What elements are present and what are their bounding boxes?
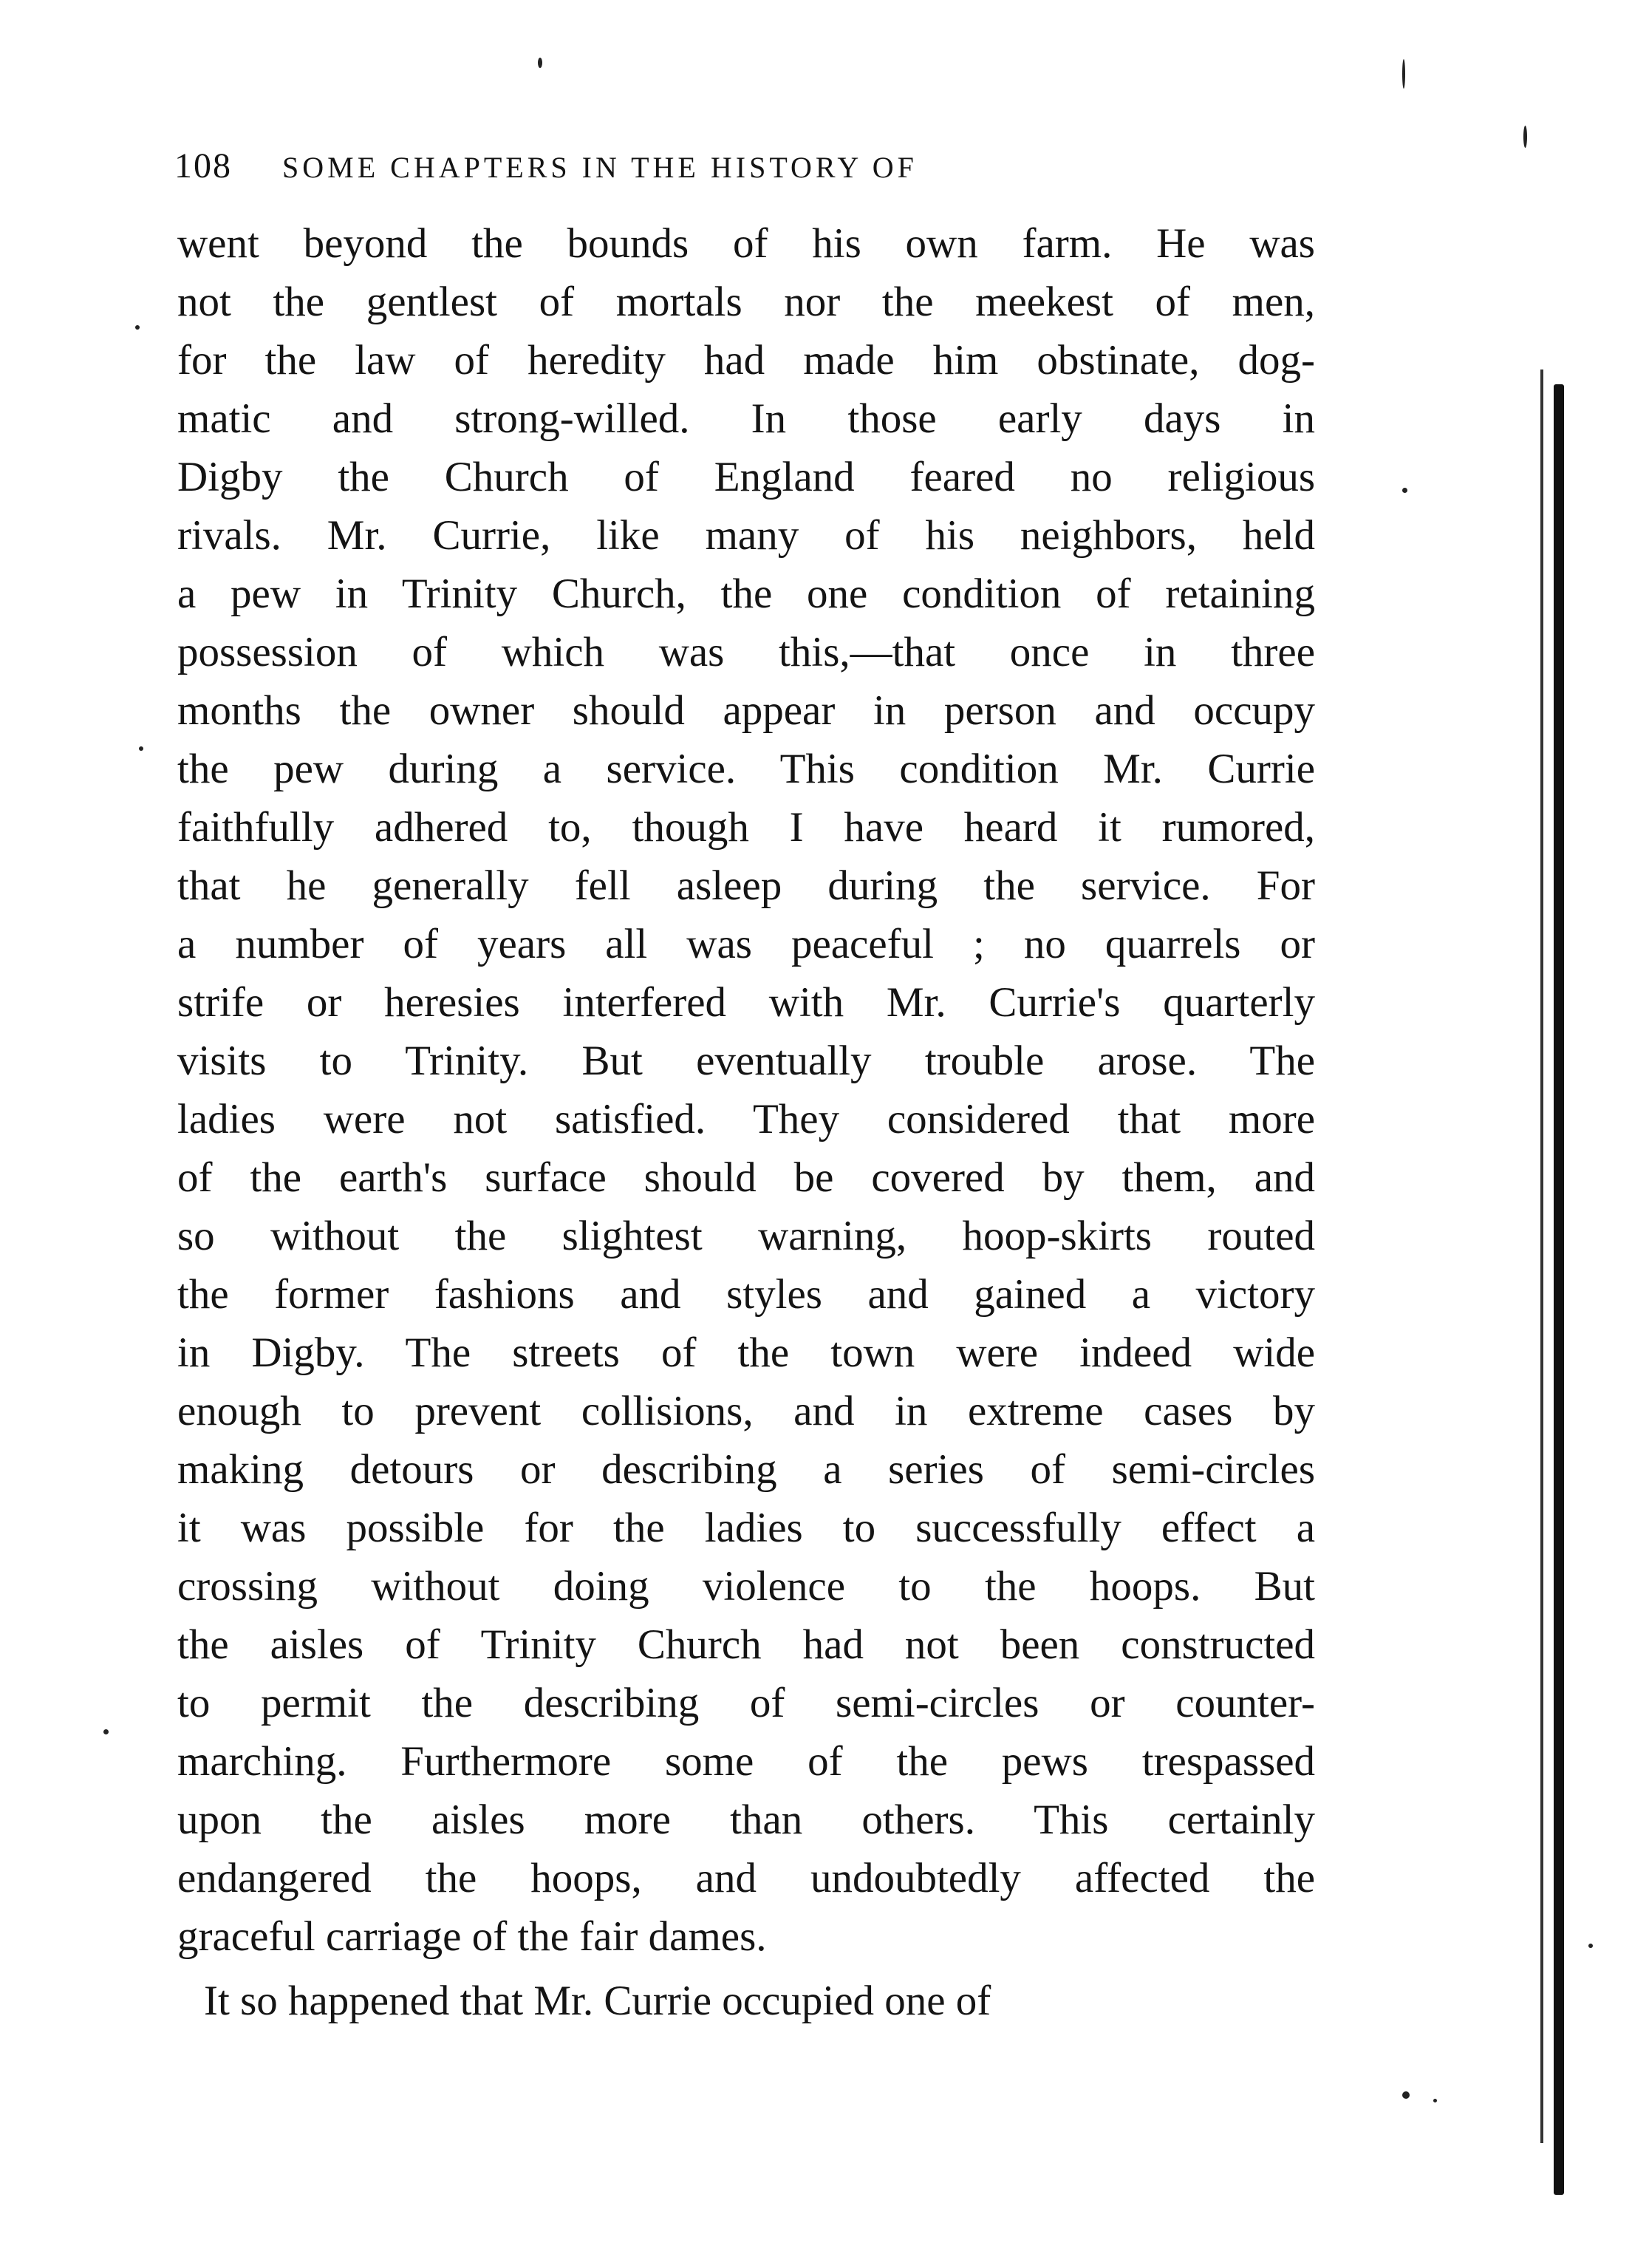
scan-speck: [135, 325, 140, 330]
text-line: a number of years all was peaceful ; no quarrels or: [177, 921, 1315, 967]
text-line: the pew during a service. This condition Mr. Currie: [177, 746, 1315, 792]
text-line: not the gentlest of mortals nor the meekest of men,: [177, 279, 1315, 325]
text-line: that he generally fell asleep during the service. For: [177, 862, 1315, 909]
text-line: possession of which was this,—that once in three: [177, 629, 1315, 675]
scan-speck: [1588, 1944, 1593, 1948]
text-line: endangered the hoops, and undoubtedly affected the: [177, 1855, 1315, 1901]
text-line: in Digby. The streets of the town were indeed wide: [177, 1329, 1315, 1376]
text-line: visits to Trinity. But eventually trouble arose. The: [177, 1038, 1315, 1084]
scan-speck: [1433, 2099, 1437, 2102]
text-line: enough to prevent collisions, and in extreme cases by: [177, 1388, 1315, 1434]
text-line: it was possible for the ladies to successfully effect a: [177, 1505, 1315, 1551]
text-line: of the earth's surface should be covered by them, and: [177, 1154, 1315, 1201]
text-line: the former fashions and styles and gained a victory: [177, 1271, 1315, 1318]
scan-speck: [538, 58, 542, 68]
text-line: Digby the Church of England feared no religious: [177, 454, 1315, 500]
text-line: faithfully adhered to, though I have heard it rumored,: [177, 804, 1315, 851]
gutter-shadow: [1540, 370, 1543, 2143]
text-line: crossing without doing violence to the hoops. But: [177, 1563, 1315, 1610]
running-head: [174, 140, 1327, 192]
text-line: the aisles of Trinity Church had not been constructed: [177, 1621, 1315, 1668]
scan-speck: [1402, 2091, 1410, 2099]
text-line: rivals. Mr. Currie, like many of his neighbors, held: [177, 512, 1315, 559]
scan-speck: [139, 746, 143, 751]
text-line-paragraph-end: graceful carriage of the fair dames.: [177, 1913, 767, 1960]
text-line: a pew in Trinity Church, the one condition of retaining: [177, 571, 1315, 617]
body-text: [177, 214, 1315, 2030]
scan-speck: [103, 1729, 109, 1734]
text-line: so without the slightest warning, hoop-skirts routed: [177, 1213, 1315, 1259]
binding-edge: [1554, 384, 1564, 2195]
text-line: for the law of heredity had made him obstinate, dog-: [177, 337, 1315, 384]
text-line: marching. Furthermore some of the pews trespassed: [177, 1738, 1315, 1785]
text-line: matic and strong-willed. In those early days in: [177, 395, 1315, 442]
text-line: strife or heresies interfered with Mr. Currie's quarterly: [177, 979, 1315, 1026]
text-line: went beyond the bounds of his own farm. He was: [177, 220, 1315, 267]
text-line: ladies were not satisfied. They considered that more: [177, 1096, 1315, 1142]
text-line: months the owner should appear in person and occupy: [177, 687, 1315, 734]
page-number: 108: [174, 146, 232, 185]
text-line: making detours or describing a series of semi-circles: [177, 1446, 1315, 1493]
scan-speck: [1402, 59, 1405, 89]
text-line-paragraph-start: It so happened that Mr. Currie occupied one of: [204, 1978, 991, 2024]
scan-speck: [1402, 488, 1407, 493]
text-line: upon the aisles more than others. This certainly: [177, 1797, 1315, 1843]
scan-speck: [1523, 126, 1527, 148]
running-title: SOME CHAPTERS IN THE HISTORY OF: [282, 151, 918, 184]
text-line: to permit the describing of semi-circles or counter-: [177, 1680, 1315, 1726]
